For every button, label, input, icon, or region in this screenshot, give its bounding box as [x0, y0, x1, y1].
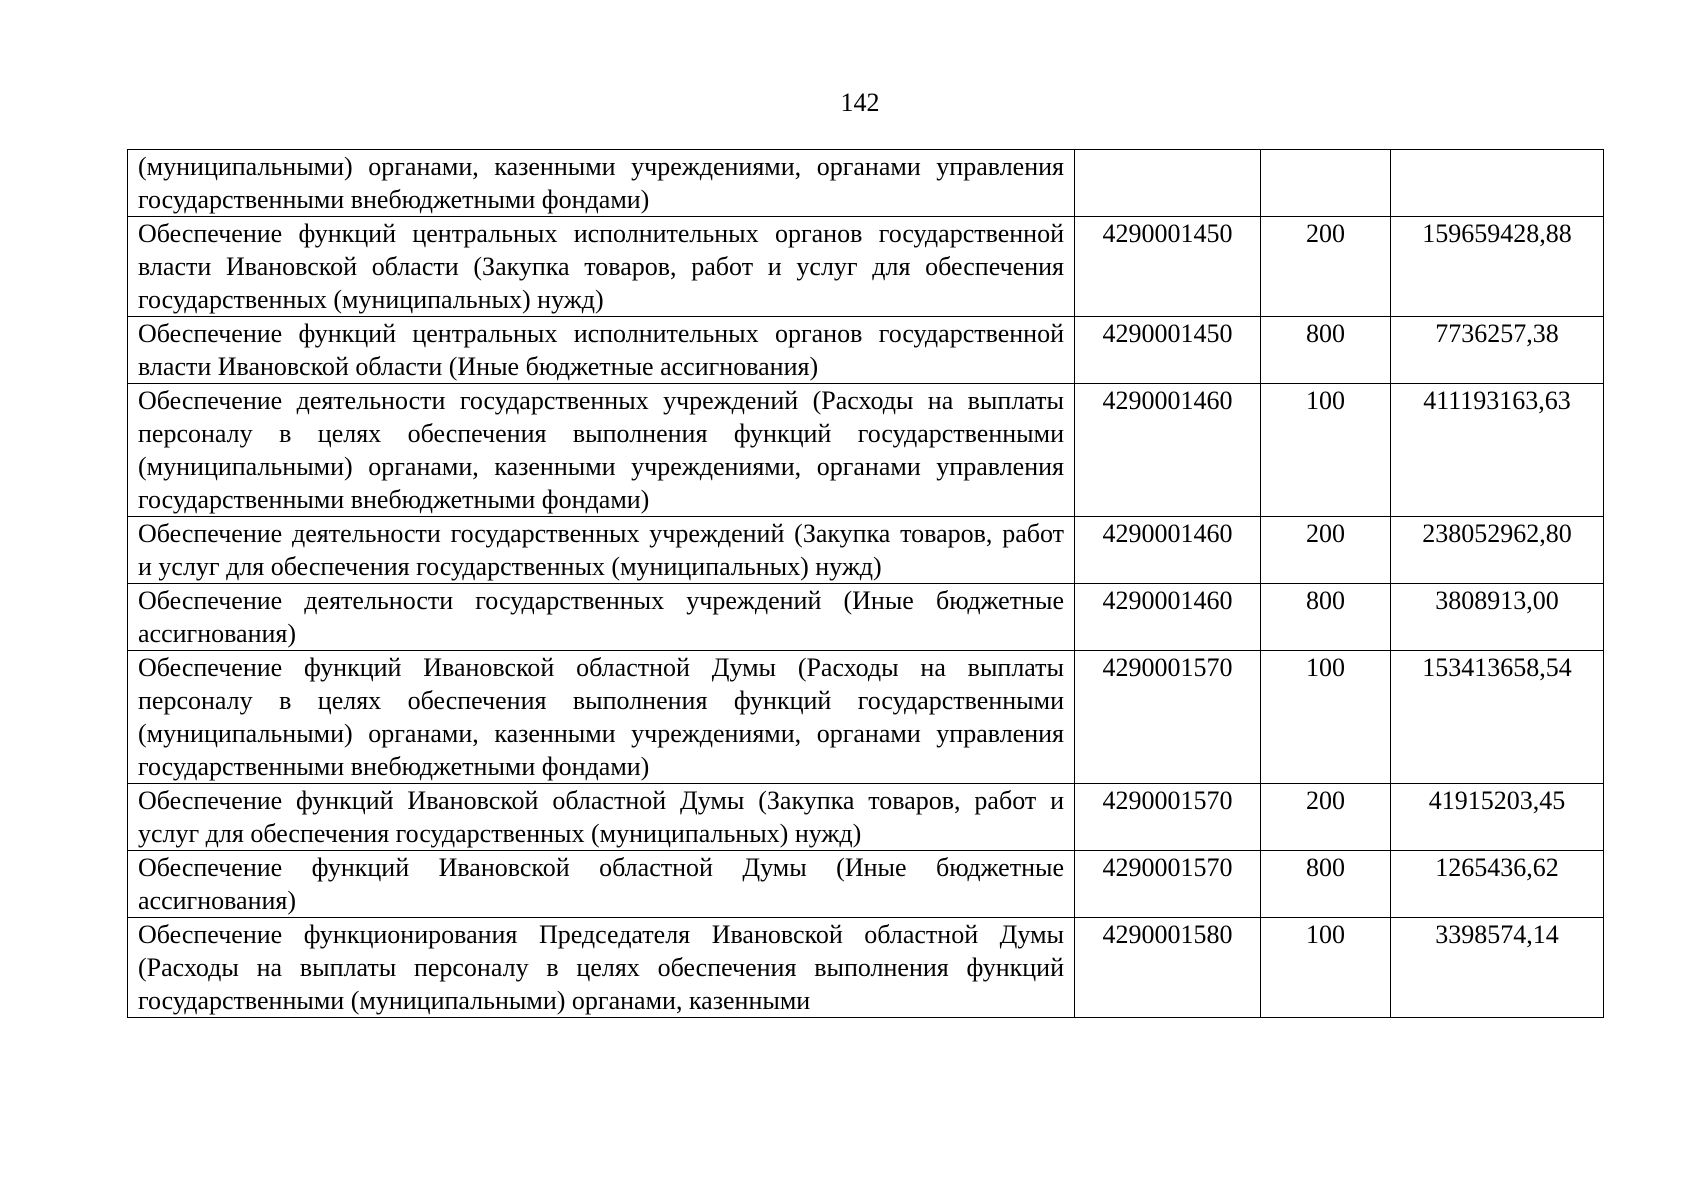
page-number: 142 [840, 88, 880, 117]
row-expense-type: 100 [1261, 918, 1391, 1018]
row-target-code: 4290001460 [1075, 584, 1261, 651]
table-row [128, 384, 1604, 517]
row-expense-type: 100 [1261, 651, 1391, 784]
row-expense-type: 200 [1261, 784, 1391, 851]
row-target-code: 4290001460 [1075, 517, 1261, 584]
row-expense-type: 800 [1261, 584, 1391, 651]
row-target-code: 4290001450 [1075, 317, 1261, 384]
row-expense-type [1261, 150, 1391, 217]
row-target-code [1075, 150, 1261, 217]
budget-table [127, 149, 1604, 1018]
row-description: Обеспечение функций центральных исполнительных органов государственной власти Ивановской области (Закупка товаров, работ и услуг для обеспечения государственных (муниципальных) нужд) [128, 217, 1075, 317]
row-amount: 7736257,38 [1391, 317, 1604, 384]
row-target-code: 4290001570 [1075, 851, 1261, 918]
row-expense-type: 200 [1261, 517, 1391, 584]
table-row [128, 150, 1604, 217]
row-description: Обеспечение функций Ивановской областной Думы (Иные бюджетные ассигнования) [128, 851, 1075, 918]
table-row [128, 217, 1604, 317]
table-row [128, 651, 1604, 784]
row-amount: 41915203,45 [1391, 784, 1604, 851]
row-description: Обеспечение функционирования Председателя Ивановской областной Думы (Расходы на выплаты персоналу в целях обеспечения выполнения функций государственными (муниципальными) органами, казенными [128, 918, 1075, 1018]
row-description: Обеспечение деятельности государственных учреждений (Закупка товаров, работ и услуг для обеспечения государственных (муниципальных) нужд) [128, 517, 1075, 584]
table-row [128, 517, 1604, 584]
row-target-code: 4290001580 [1075, 918, 1261, 1018]
row-target-code: 4290001450 [1075, 217, 1261, 317]
row-expense-type: 200 [1261, 217, 1391, 317]
row-amount [1391, 150, 1604, 217]
row-description: (муниципальными) органами, казенными учреждениями, органами управления государственными внебюджетными фондами) [128, 150, 1075, 217]
row-amount: 238052962,80 [1391, 517, 1604, 584]
table-row [128, 784, 1604, 851]
row-amount: 411193163,63 [1391, 384, 1604, 517]
table-row [128, 918, 1604, 1018]
row-expense-type: 100 [1261, 384, 1391, 517]
row-description: Обеспечение функций Ивановской областной Думы (Закупка товаров, работ и услуг для обеспечения государственных (муниципальных) нужд) [128, 784, 1075, 851]
table-row [128, 317, 1604, 384]
row-expense-type: 800 [1261, 851, 1391, 918]
row-amount: 3398574,14 [1391, 918, 1604, 1018]
row-description: Обеспечение деятельности государственных учреждений (Иные бюджетные ассигнования) [128, 584, 1075, 651]
row-amount: 3808913,00 [1391, 584, 1604, 651]
row-target-code: 4290001570 [1075, 784, 1261, 851]
row-amount: 1265436,62 [1391, 851, 1604, 918]
row-target-code: 4290001570 [1075, 651, 1261, 784]
row-expense-type: 800 [1261, 317, 1391, 384]
row-description: Обеспечение функций центральных исполнительных органов государственной власти Ивановской области (Иные бюджетные ассигнования) [128, 317, 1075, 384]
row-amount: 153413658,54 [1391, 651, 1604, 784]
row-description: Обеспечение функций Ивановской областной Думы (Расходы на выплаты персоналу в целях обеспечения выполнения функций государственными (муниципальными) органами, казенными учреждениями, органами управления государственными внебюджетными фондами) [128, 651, 1075, 784]
row-description: Обеспечение деятельности государственных учреждений (Расходы на выплаты персоналу в целях обеспечения выполнения функций государственными (муниципальными) органами, казенными учреждениями, органами управления государственными внебюджетными фондами) [128, 384, 1075, 517]
row-amount: 159659428,88 [1391, 217, 1604, 317]
table-row [128, 851, 1604, 918]
row-target-code: 4290001460 [1075, 384, 1261, 517]
table-row [128, 584, 1604, 651]
